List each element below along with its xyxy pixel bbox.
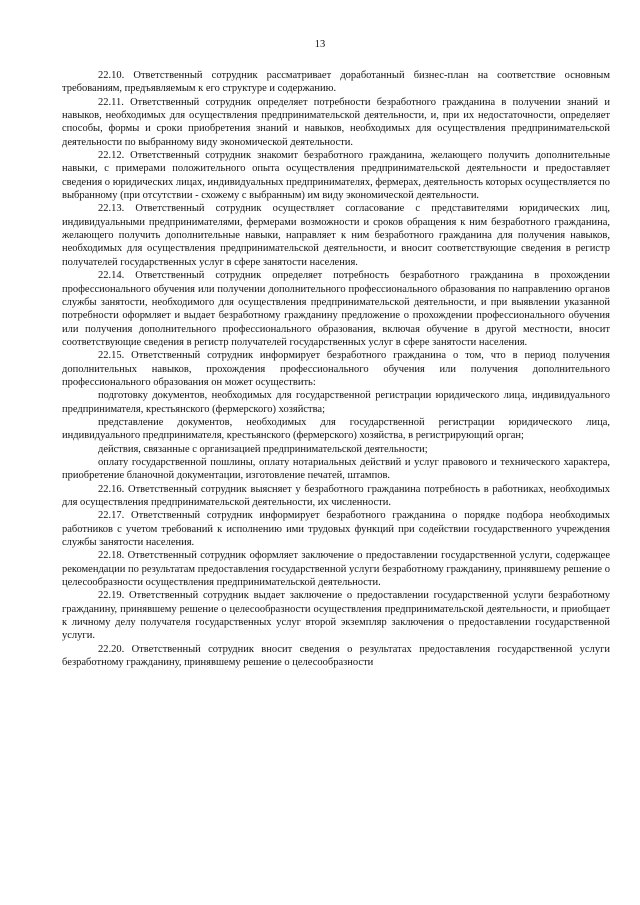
paragraph-22-16: 22.16. Ответственный сотрудник выясняет у безработного гражданина потребность в работниках, необходимых для осуществления предпринимательской деятельности, их численности. (62, 483, 610, 508)
paragraph-22-10: 22.10. Ответственный сотрудник рассматривает доработанный бизнес-план на соответствие основным требованиям, предъявляемым к его структуре и содержанию. (62, 70, 610, 95)
list-item-document-submission: представление документов, необходимых для государственной регистрации юридического лица, индивидуального предпринимателя, крестьянского (фермерского) хозяйства, в регистрирующий орган; (62, 416, 610, 442)
list-item-document-preparation: подготовку документов, необходимых для государственной регистрации юридического лица, индивидуального предпринимателя, крестьянского (фермерского) хозяйства; (62, 390, 610, 415)
paragraph-22-11: 22.11. Ответственный сотрудник определяет потребности безработного гражданина в получении знаний и навыков, необходимых для осуществления предпринимательской деятельности, и, при их недостаточности, определяет способы, формы и сроки приобретения знаний и навыков, необходимых для осуществления предпринимательской деятельности по выбранному виду экономической деятельности. (62, 96, 610, 148)
paragraph-22-17: 22.17. Ответственный сотрудник информирует безработного гражданина о порядке подбора необходимых работников с учетом требований к исполнению ими трудовых функций при содействии государственного учреждения службы занятости населения. (62, 510, 610, 549)
paragraph-22-14: 22.14. Ответственный сотрудник определяет потребность безработного гражданина в прохождении профессионального обучения или получении дополнительного профессионального образования по направлению органов службы занятости, необходимого для осуществления предпринимательской деятельности, и при выявлении указанной потребности оформляет и выдает безработному гражданину предложение о прохождении профессионального обучения или получения дополнительного профессионального образования, включая обучение в другой местности, вносит соответствующие сведения в регистр получателей государственных услуг в сфере занятости населения. (62, 270, 610, 348)
list-item-fees-payment: оплату государственной пошлины, оплату нотариальных действий и услуг правового и технического характера, приобретение бланочной документации, изготовление печатей, штампов. (62, 456, 610, 482)
paragraph-22-15: 22.15. Ответственный сотрудник информирует безработного гражданина о том, что в период получения дополнительных навыков, прохождения профессионального обучения или получения дополнительного профессионального образования он может осуществить: (62, 350, 610, 388)
paragraph-22-20: 22.20. Ответственный сотрудник вносит сведения о результатах предоставления государственной услуги безработному гражданину, принявшему решение о целесообразности (62, 643, 610, 669)
page-number: 13 (314, 39, 326, 50)
paragraph-22-13: 22.13. Ответственный сотрудник осуществляет согласование с представителями юридических лиц, индивидуальными предпринимателями, фермерами возможности и сроков обращения к ним безработного гражданина, желающего получить дополнительные навыки, направляет к ним безработного гражданина для получения навыков, необходимых для осуществления предпринимательской деятельности, и вносит соответствующие сведения в регистр получателей государственных услуг в сфере занятости населения. (62, 203, 610, 268)
document-body (62, 69, 610, 669)
paragraph-22-12: 22.12. Ответственный сотрудник знакомит безработного гражданина, желающего получить дополнительные навыки, с примерами положительного опыта осуществления предпринимательской деятельности и предоставляет сведения о юридических лицах, индивидуальных предпринимателях, фермерах, деятельность которых осуществляется по выбранному (при отсутствии - схожему с выбранным) им виду экономической деятельности. (62, 150, 610, 202)
paragraph-22-18: 22.18. Ответственный сотрудник оформляет заключение о предоставлении государственной услуги, содержащее рекомендации по результатам предоставления государственной услуги безработному гражданину, принявшему решение о целесообразности осуществления предпринимательской деятельности. (62, 550, 610, 589)
list-item-organization-actions: действия, связанные с организацией предпринимательской деятельности; (98, 443, 428, 455)
paragraph-22-19: 22.19. Ответственный сотрудник выдает заключение о предоставлении государственной услуги безработному гражданину, принявшему решение о целесообразности осуществления предпринимательской деятельности, и приобщает к личному делу получателя государственных услуг второй экземпляр заключения о предоставлении государственной услуги. (62, 590, 610, 642)
